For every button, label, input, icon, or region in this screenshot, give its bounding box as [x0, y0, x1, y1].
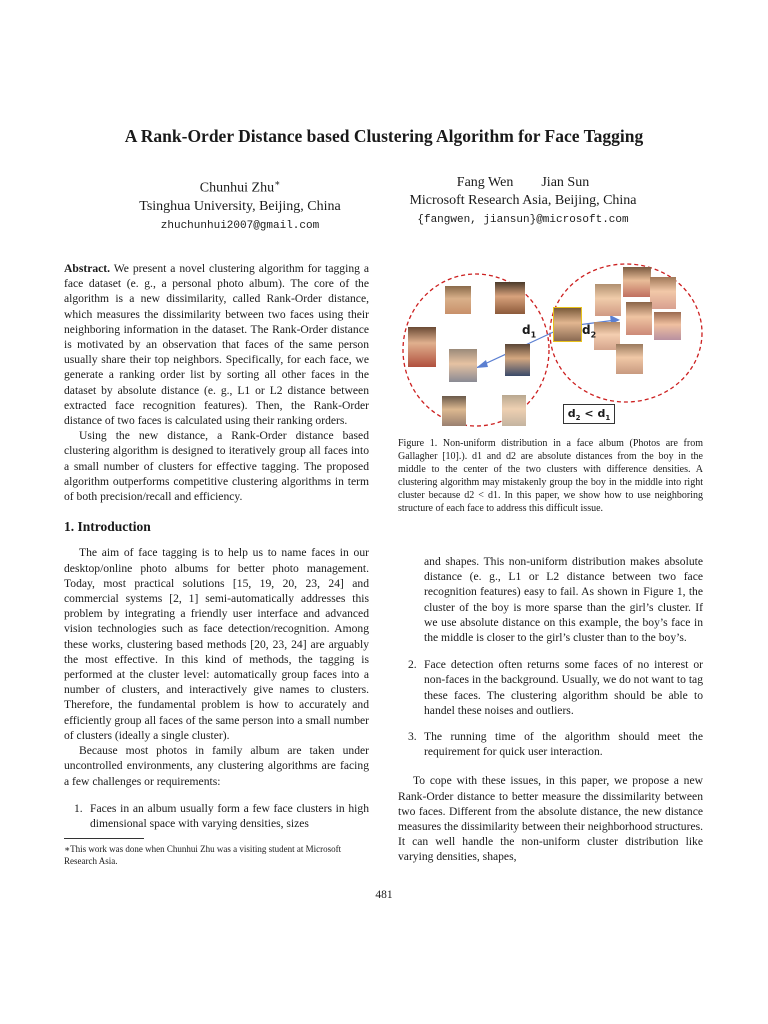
d1-label: $d_1$ — [522, 323, 537, 340]
face-thumbnail — [623, 267, 651, 297]
intro-paragraph-3: To cope with these issues, in this paper, we propose a new Rank-Order distance to better measure the dissimilarity between two faces. Different from the absolute distance, the new distance measures the dissimilarity between their neighborhood structures. It can well handle the non-uniform cluster distribution like varying densities, shapes, — [398, 774, 703, 864]
author-block-left — [95, 174, 385, 235]
intro-paragraph-2: Because most photos in family album are taken under uncontrolled environments, any clustering algorithms are facing a few challenges or requirements: — [64, 744, 369, 788]
face-thumbnail — [502, 395, 526, 426]
face-thumbnail — [654, 312, 681, 340]
abstract-label: Abstract. — [64, 262, 111, 275]
author-footnote-mark: ∗ — [274, 178, 281, 188]
face-thumbnail — [595, 284, 621, 316]
author-email: {fangwen, jiansun}@microsoft.com — [417, 214, 629, 226]
list-item: 1. Faces in an album usually form a few face clusters in high dimensional space with varying densities, sizes — [74, 801, 369, 830]
face-thumbnail — [445, 286, 471, 314]
d1-arrow-head — [476, 360, 488, 368]
figure-1 — [398, 262, 710, 432]
paper-title: A Rank-Order Distance based Clustering Algorithm for Face Tagging — [124, 126, 644, 146]
d2-label: $d_2$ — [582, 323, 597, 340]
face-thumbnail-highlighted — [553, 307, 582, 342]
author-affiliation: Tsinghua University, Beijing, China — [139, 198, 341, 214]
requirements-list — [64, 801, 369, 831]
abstract-paragraph-1: We present a novel clustering algorithm for tagging a face dataset (e. g., a personal photo album). The core of the algorithm is a new dissimilarity, called Rank-Order distance, which measures the dissimilarity between two faces using their neighboring information in the dataset. The Rank-Order distance is motivated by an observation that faces of the same person usually share their top neighbors. Specifically, for each face, we generate a ranking order list by sorting all other faces in the dataset by absolute distance (e. g., L1 or L2 distance between extracted face recognition features). Then, the Rank-Order distance of two faces is calculated using their ranking orders. — [64, 262, 369, 428]
list-item-continuation: and shapes. This non-uniform distribution makes absolute distance (e. g., L1 or L2 distance between two face recognition features) easy to fail. As shown in Figure 1, the cluster of the boy is more sparse than the girl’s cluster. If we use absolute distance on this example, the boy’s face in the middle is closer to the girl’s cluster than to the boy’s. — [424, 555, 703, 645]
author-names: Fang Wen Jian Sun — [456, 175, 590, 190]
left-column — [64, 261, 369, 831]
footnote-rule — [64, 838, 144, 839]
face-thumbnail — [495, 282, 525, 314]
author-name: Chunhui Zhu — [199, 180, 275, 196]
author-email: zhuchunhui2007@gmail.com — [160, 219, 320, 232]
abstract-paragraph-2: Using the new distance, a Rank-Order distance based clustering algorithm is designed to iteratively group all faces into a small number of clusters for effective tagging. The proposed algorithm outperforms competitive clustering algorithms in term of both precision/recall and efficiency. — [64, 429, 369, 504]
footnote: ∗This work was done when Chunhui Zhu was a visiting student at Microsoft Research Asia. — [64, 844, 342, 866]
list-item: 3. The running time of the algorithm should meet the requirement for quick user interaction. — [408, 730, 703, 759]
author-block-right — [378, 174, 668, 229]
face-thumbnail — [650, 277, 676, 309]
requirements-list-cont — [398, 657, 703, 759]
author-affiliation: Microsoft Research Asia, Beijing, China — [409, 193, 637, 208]
face-thumbnail — [408, 327, 436, 367]
page-number: 481 — [375, 889, 393, 901]
face-thumbnail — [505, 344, 530, 376]
figure-caption: Figure 1. Non-uniform distribution in a face album (Photos are from Gallagher [10].). d1 and d2 are absolute distances from the boy in the middle to the center of the two clusters with difference densities. A clustering algorithm may mistakenly group the boy in the middle into right cluster because d2 < d1. In this paper, we show how to use neighboring structure of each face to address this difficult issue. — [398, 438, 703, 514]
face-thumbnail — [442, 396, 466, 426]
section-heading: 1. Introduction — [64, 519, 151, 535]
face-thumbnail — [616, 344, 643, 374]
d2-lt-d1-box: $d_2 < d_1$ — [563, 404, 615, 424]
list-item: 2. Face detection often returns some faces of no interest or non-faces in the background. Usually, we do not want to tag these faces. The clustering algorithm should be able to handel these noises and outliers. — [408, 658, 703, 717]
right-column — [398, 554, 703, 865]
face-thumbnail — [449, 349, 477, 382]
face-thumbnail — [626, 302, 652, 335]
intro-paragraph-1: The aim of face tagging is to help us to name faces in our desktop/online photo albums for better photo management. Today, most practical solutions [15, 19, 20, 23, 24] and commercial systems [2, 1] semi-automatically addresses this problem by integrating a friendly user interface and advanced vision technologies such as face detection/recognition. Among these works, clustering based methods [20, 23, 24] are arguably the most effective. In this kind of methods, the tagging is performed at the cluster level: automatically group faces into a number of clusters, and interactively give names to clusters. Therefore, the fundamental problem is how to accurately and efficiently group all faces of the same person into a small number of clusters (ideally a single cluster). — [64, 546, 369, 742]
